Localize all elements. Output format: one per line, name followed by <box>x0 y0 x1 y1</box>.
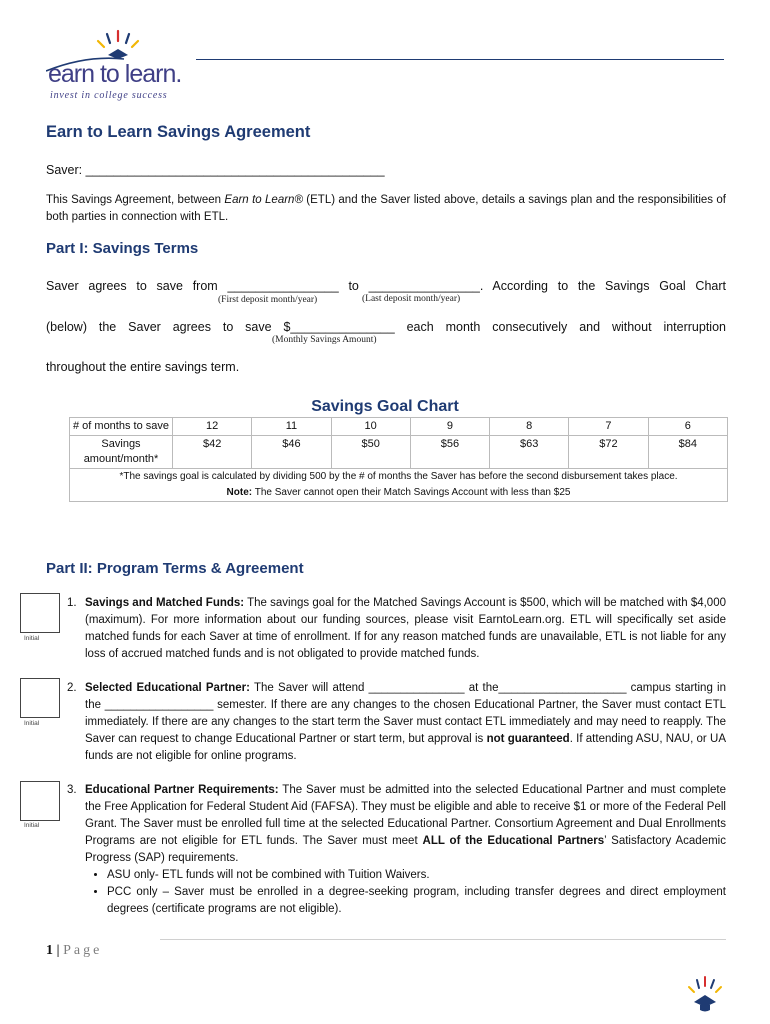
savings-dates-line[interactable]: Saver agrees to save from ________________ to ________________. According to the Savings Goal Chart <box>46 279 726 293</box>
first-deposit-hint: (First deposit month/year) <box>218 295 318 305</box>
amount-cell: $72 <box>569 436 648 469</box>
months-cell: 11 <box>252 418 331 436</box>
mini-logo-icon <box>680 972 726 1018</box>
amount-cell: $56 <box>410 436 489 469</box>
last-deposit-hint: (Last deposit month/year) <box>362 294 461 304</box>
chart-title: Savings Goal Chart <box>311 398 459 415</box>
bullet-item: • ASU only- ETL funds will not be combined with Tuition Waivers. <box>107 867 726 884</box>
intro-paragraph: This Savings Agreement, between Earn to Learn® (ETL) and the Saver listed above, details a savings plan and the responsibilities of both parties in connection with ETL. <box>46 194 726 223</box>
item-number: 2. <box>67 682 77 694</box>
agreement-item-1: 1. Savings and Matched Funds: The savings goal for the Matched Savings Account is $500, which will be matched with $4,000 (maximum). For more information about our funding sources, please visit EarntoLearn.org. ETL will specifically set aside matched funds for each Saver at time of enrollment. If for any reason matched funds are unavailable, ETL is not liable for any loss of accrued matched funds and is not obligated to provide matched funds. <box>67 597 726 660</box>
amounts-row-label: Savings amount/month* <box>70 436 173 469</box>
savings-goal-table <box>69 417 728 502</box>
page-footer: 1 | Page <box>46 943 103 958</box>
chart-footnote: *The savings goal is calculated by dividing 500 by the # of months the Saver has before the second disbursement takes place. <box>70 469 728 486</box>
initial-label-3: Initial <box>24 822 40 829</box>
months-cell: 8 <box>490 418 569 436</box>
item-number: 1. <box>67 597 77 609</box>
months-row-label: # of months to save <box>70 418 173 436</box>
savings-term-line: throughout the entire savings term. <box>46 360 240 374</box>
initial-label-1: Initial <box>24 635 40 642</box>
initial-box-2[interactable] <box>20 678 60 718</box>
footnote-row <box>70 469 728 486</box>
item-number: 3. <box>67 784 77 796</box>
amount-cell: $84 <box>648 436 727 469</box>
months-cell: 6 <box>648 418 727 436</box>
amount-cell: $50 <box>331 436 410 469</box>
months-cell: 9 <box>410 418 489 436</box>
logo-tagline: invest in college success <box>50 90 168 101</box>
logo-wordmark: earn to learn. <box>48 60 182 88</box>
document-title: Earn to Learn Savings Agreement <box>46 123 311 141</box>
saver-name-field[interactable]: Saver: ___________________________________________ <box>46 163 385 177</box>
agreement-item-2: 2. Selected Educational Partner: The Saver will attend _______________ at the____________________ campus starting in the _________________ semester. If there are any changes to the chosen Educational Partner, the Saver must contact ETL immediately. If there are any changes to the start term the Saver must contact ETL immediately and may need to reapply. The Saver can request to change Educational Partner or start term, but approval is not guaranteed. If attending ASU, NAU, or UA funds are not eligible for online programs. <box>67 682 727 762</box>
amount-cell: $46 <box>252 436 331 469</box>
part2-heading: Part II: Program Terms & Agreement <box>46 560 304 577</box>
footer-divider <box>160 939 726 940</box>
monthly-amount-hint: (Monthly Savings Amount) <box>272 335 377 345</box>
months-cell: 10 <box>331 418 410 436</box>
part1-heading: Part I: Savings Terms <box>46 240 199 257</box>
note-row <box>70 485 728 502</box>
amounts-row <box>70 436 728 469</box>
chart-note: Note: The Saver cannot open their Match Savings Account with less than $25 <box>70 485 728 502</box>
months-row <box>70 418 728 436</box>
item-3-bullets <box>67 867 726 918</box>
months-cell: 12 <box>173 418 252 436</box>
initial-box-3[interactable] <box>20 781 60 821</box>
bullet-item: • PCC only – Saver must be enrolled in a degree-seeking program, including transfer degrees and direct employment degrees (certificate programs are not eligible). <box>107 884 726 918</box>
initial-box-1[interactable] <box>20 593 60 633</box>
monthly-amount-line[interactable]: (below) the Saver agrees to save $_______________ each month consecutively and without interruption <box>46 320 726 334</box>
months-cell: 7 <box>569 418 648 436</box>
amount-cell: $63 <box>490 436 569 469</box>
header-divider <box>196 59 724 60</box>
initial-label-2: Initial <box>24 720 40 727</box>
amount-cell: $42 <box>173 436 252 469</box>
agreement-item-3: 3. Educational Partner Requirements: The Saver must be admitted into the selected Educational Partner and must complete the Free Application for Federal Student Aid (FAFSA). They must be eligible and able to receive $1 or more of the Federal Pell Grant. The Saver must be enrolled full time at the selected Educational Partner. Consortium Agreement and Dual Enrollments Programs are not eligible for ETL funds. The Saver must meet ALL of the Educational Partners’ Satisfactory Academic Progress (SAP) requirements. • ASU only- ETL funds will not be combined with Tuition Waivers. • PCC only – Saver must be enrolled in a degree-seeking program, including transfer degrees and direct employment degrees (certificate programs are not eligible). <box>67 782 726 918</box>
